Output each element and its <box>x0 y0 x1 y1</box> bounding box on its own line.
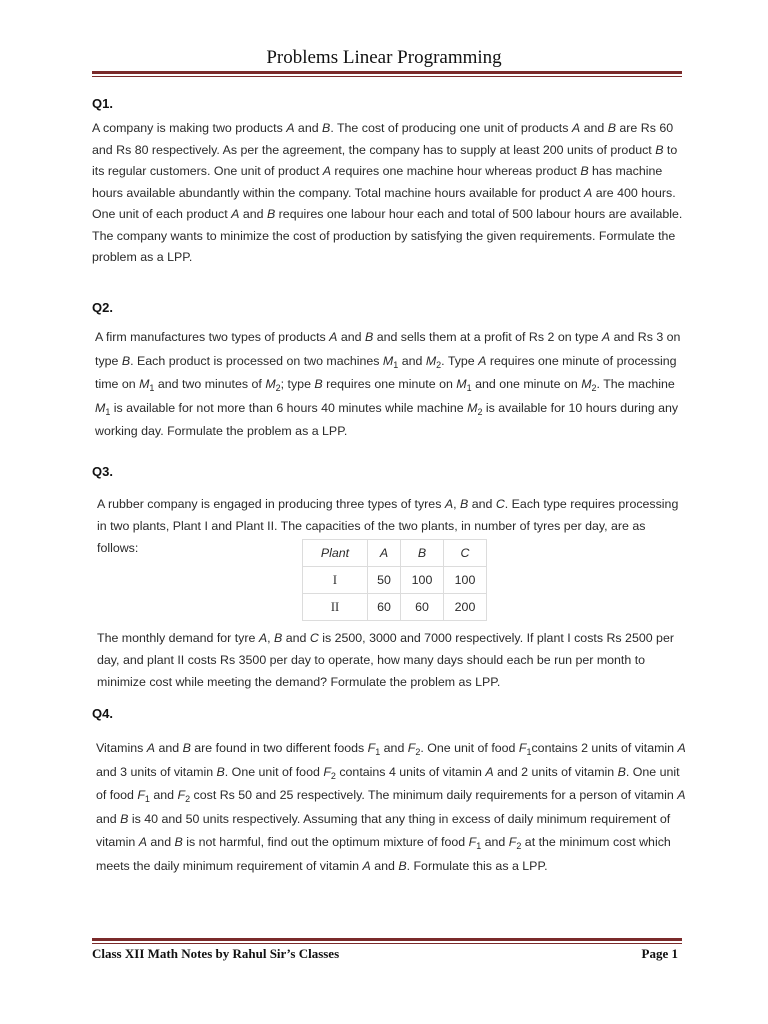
page-title: Problems Linear Programming <box>266 47 502 68</box>
page-number: Page 1 <box>641 946 678 961</box>
question-label-q4: Q4. <box>92 706 113 721</box>
question-text-q4: Vitamins A and B are found in two different foods $F_1$ and $F_2$. One unit of food $F_1contains$ 2 units of vitamin A and 3 units of vitamin B. One unit of food $F_2$ contains 4 units of vitamin A and 2 units of vitamin B. One unit of food $F_1$ and $F_2$ cost Rs 50 and 25 respectively. The minimum daily requirements for a person of vitamin A and B is 40 and 50 units respectively. Assuming that any thing in excess of daily minimum requirement of vitamin A and B is not harmful, find out the optimum mixture of food $F_1$ and $F_2$ at the minimum cost which meets the daily minimum requirement of vitamin A and B. Formulate this as a LPP. <box>96 741 686 873</box>
table-header-cell: B <box>401 540 444 567</box>
table-cell: 60 <box>368 594 401 621</box>
table-header-cell: Plant <box>303 540 368 567</box>
table-header-row <box>303 540 487 567</box>
table-cell: 50 <box>368 567 401 594</box>
question-text-q2: A firm manufactures two types of products A and B and sells them at a profit of Rs 2 on type A and Rs 3 on type B. Each product is processed on two machines $M_1$ and $M_2$. Type A requires one minute of processing time on $M_1$ and two minutes of $M_2$; type B requires one minute on $M_1$ and one minute on $M_2$. The machine $M_1$ is available for not more than 6 hours 40 minutes while machine $M_2$ is available for 10 hours during any working day. Formulate the problem as a LPP. <box>95 330 681 438</box>
table-row <box>303 567 487 594</box>
question-text-q1: A company is making two products A and B. The cost of producing one unit of products A and B are Rs 60 and Rs 80 respectively. As per the agreement, the company has to supply at least 200 units of product B to its regular customers. One unit of product A requires one machine hour whereas product B has machine hours available abundantly within the company. Total machine hours available for product A are 400 hours. One unit of each product A and B requires one labour hour each and total of 500 labour hours are available. The company wants to minimize the cost of production by satisfying the given requirements. Formulate the problem as a LPP. <box>92 121 683 264</box>
footer-rule <box>92 938 682 944</box>
footer-credit: Class XII Math Notes by Rahul Sir’s Classes <box>92 946 340 961</box>
table-cell: 200 <box>444 594 487 621</box>
table-row <box>303 594 487 621</box>
question-label-q2: Q2. <box>92 300 113 315</box>
table-cell: I <box>303 567 368 594</box>
table-header-cell: A <box>368 540 401 567</box>
question-text-q3-intro: A rubber company is engaged in producing three types of tyres A, B and C. Each type requires processing in two plants, Plant I and Plant II. The capacities of the two plants, in number of tyres per day, are as follows: <box>97 497 679 555</box>
question-text-q3-demand: The monthly demand for tyre A, B and C is 2500, 3000 and 7000 respectively. If plant I costs Rs 2500 per day, and plant II costs Rs 3500 per day to operate, how many days should each be run per month to minimize cost while meeting the demand? Formulate the problem as LPP. <box>97 631 674 689</box>
question-label-q3: Q3. <box>92 464 113 479</box>
question-label-q1: Q1. <box>92 96 113 111</box>
table-cell: 100 <box>444 567 487 594</box>
plant-capacity-table <box>302 539 487 621</box>
header-rule <box>92 71 682 77</box>
table-cell: 100 <box>401 567 444 594</box>
table-header-cell: C <box>444 540 487 567</box>
table-cell: 60 <box>401 594 444 621</box>
table-cell: II <box>303 594 368 621</box>
